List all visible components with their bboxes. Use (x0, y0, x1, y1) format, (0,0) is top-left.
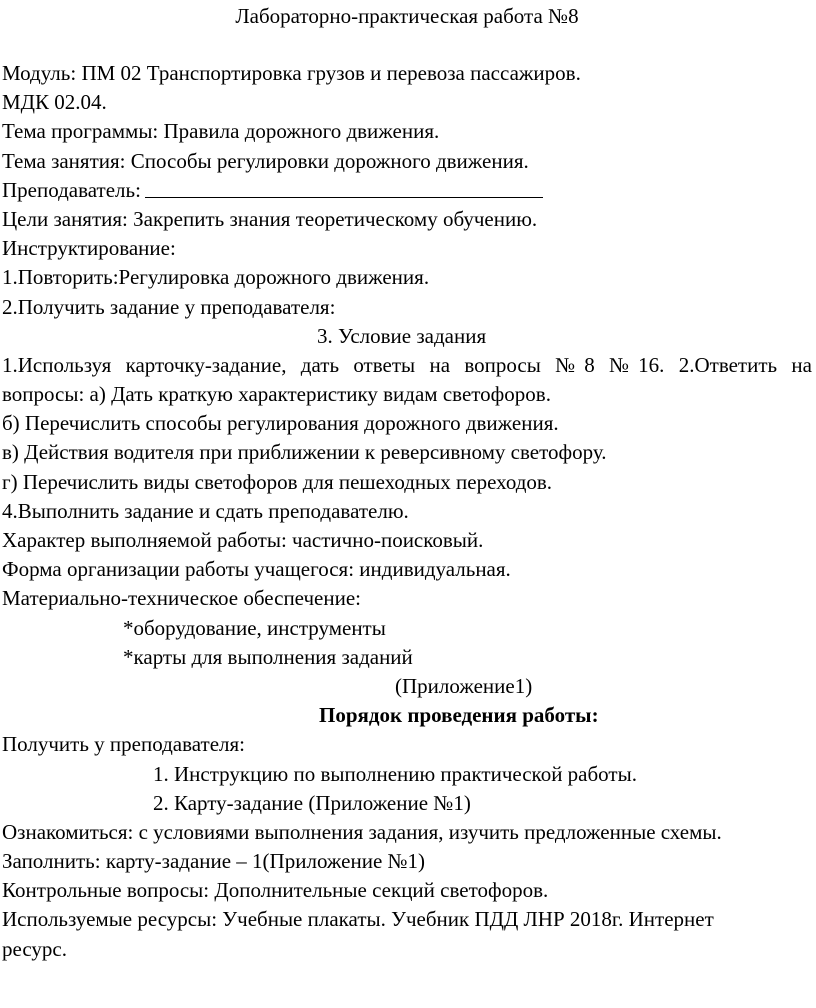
spacer (2, 31, 812, 59)
task-v-line: в) Действия водителя при приближении к реверсивному светофору. (2, 440, 607, 465)
organization-form-line: Форма организации работы учащегося: индивидуальная. (2, 557, 511, 582)
control-questions-line: Контрольные вопросы: Дополнительные секций светофоров. (2, 878, 549, 903)
task-line-1: 1.Используя карточку-задание, дать ответы на вопросы №8 №16. 2.Ответить на (2, 352, 812, 377)
list-item-1: 1. Инструкцию по выполнению практической работы. (153, 761, 637, 786)
familiarize-line: Ознакомиться: с условиями выполнения задания, изучить предложенные схемы. (2, 819, 722, 844)
instructing-line: Инструктирование: (2, 236, 176, 261)
condition-heading: 3. Условие задания (317, 323, 487, 348)
teacher-blank-line (145, 177, 543, 198)
teacher-label: Преподаватель: (2, 177, 141, 202)
program-topic-line: Тема программы: Правила дорожного движения. (2, 119, 440, 144)
goals-line: Цели занятия: Закрепить знания теоретическому обучению. (2, 206, 538, 231)
step4-line: 4.Выполнить задание и сдать преподавателю. (2, 498, 409, 523)
document-title: Лабораторно-практическая работа №8 (235, 4, 579, 28)
appendix-ref-line: (Приложение1) (395, 673, 533, 698)
lesson-topic-line: Тема занятия: Способы регулировки дорожного движения. (2, 148, 529, 173)
teacher-line (2, 176, 812, 205)
resources-line-1: Используемые ресурсы: Учебные плакаты. Учебник ПДД ЛНР 2018г. Интернет (2, 907, 714, 932)
task-b-line: б) Перечислить способы регулирования дорожного движения. (2, 411, 559, 436)
material-support-line: Материально-техническое обеспечение: (2, 586, 361, 611)
mdk-line: МДК 02.04. (2, 90, 107, 115)
list-item-2: 2. Карту-задание (Приложение №1) (153, 790, 471, 815)
work-character-line: Характер выполняемой работы: частично-поисковый. (2, 528, 484, 552)
resources-line-2: ресурс. (2, 936, 67, 961)
equipment-line: *оборудование, инструменты (123, 615, 386, 640)
cards-line: *карты для выполнения заданий (123, 644, 413, 669)
fill-line: Заполнить: карту-задание – 1(Приложение №1) (2, 849, 426, 874)
task-g-line: г) Перечислить виды светофоров для пешеходных переходов. (2, 469, 553, 494)
step2-line: 2.Получить задание у преподавателя: (2, 294, 336, 319)
step1-line: 1.Повторить:Регулировка дорожного движения. (2, 265, 430, 290)
module-line: Модуль: ПМ 02 Транспортировка грузов и перевоза пассажиров. (2, 61, 581, 85)
order-heading: Порядок проведения работы: (319, 703, 599, 728)
get-from-teacher-line: Получить у преподавателя: (2, 732, 246, 757)
task-line-2: вопросы: а) Дать краткую характеристику видам светофоров. (2, 382, 551, 407)
